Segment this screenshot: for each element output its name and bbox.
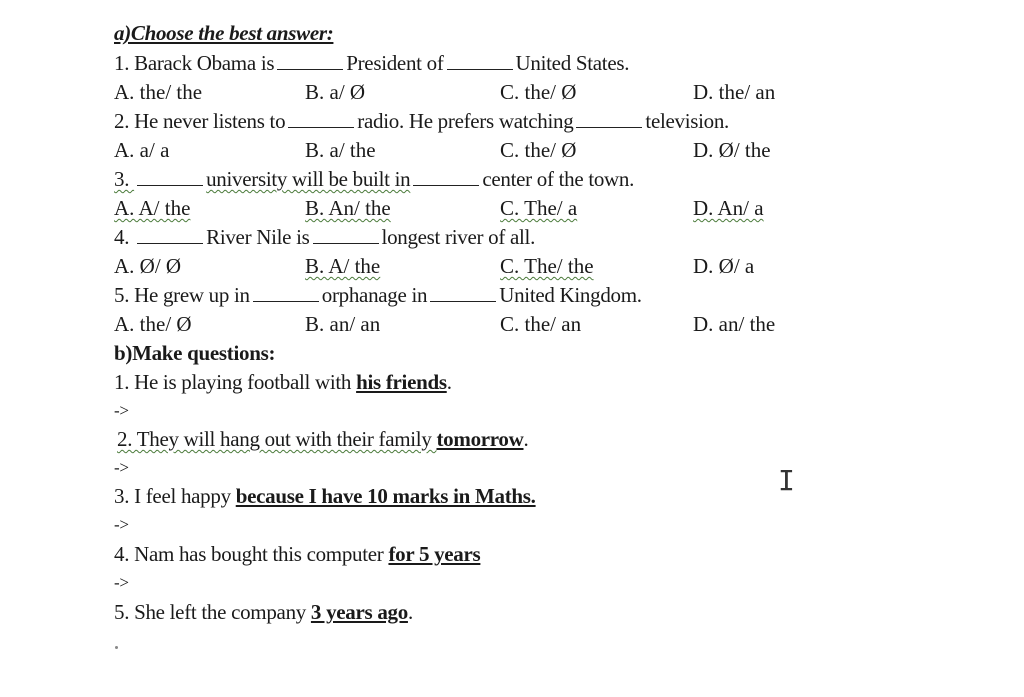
target-phrase: tomorrow — [436, 427, 524, 451]
sentence-text: 4. Nam has bought this computer — [114, 542, 389, 566]
sentence-punct: . — [523, 427, 529, 451]
stray-dot — [115, 646, 118, 649]
answer-blank[interactable] — [430, 283, 496, 302]
answer-blank[interactable] — [288, 109, 354, 128]
option-b[interactable]: B. An/ the — [305, 196, 391, 220]
question-text: He never listens to — [134, 109, 286, 133]
target-phrase: because I have 10 marks in Maths. — [235, 484, 536, 508]
target-phrase: for 5 years — [388, 542, 481, 566]
option-c[interactable]: C. The/ the — [500, 254, 594, 278]
answer-arrow[interactable]: -> — [114, 515, 129, 534]
question-text: President of — [346, 51, 444, 75]
answer-blank[interactable] — [576, 109, 642, 128]
section-a-title: a)Choose the best answer: — [114, 21, 334, 45]
option-b[interactable]: B. an/ an — [305, 312, 381, 336]
question-1 — [114, 50, 629, 76]
answer-arrow[interactable]: -> — [114, 401, 129, 420]
question-text: He grew up in — [134, 283, 250, 307]
question-number: 3. — [114, 167, 135, 191]
make-question-2 — [117, 426, 528, 452]
option-b[interactable]: B. A/ the — [305, 254, 381, 278]
text-cursor-icon: I — [778, 464, 795, 497]
option-d[interactable]: D. Ø/ a — [693, 254, 755, 278]
question-number: 4. — [114, 225, 135, 249]
answer-arrow[interactable]: -> — [114, 573, 129, 592]
question-number: 2. — [114, 109, 135, 133]
question-text: center of the town. — [482, 167, 635, 191]
section-b-title: b)Make questions: — [114, 341, 276, 365]
answer-blank[interactable] — [447, 51, 513, 70]
sentence-text: 3. I feel happy — [114, 484, 236, 508]
make-question-1 — [114, 369, 452, 395]
question-number: 1. — [114, 51, 135, 75]
make-question-4 — [114, 541, 480, 567]
question-text: River Nile is — [206, 225, 310, 249]
question-text: United Kingdom. — [499, 283, 642, 307]
sentence-text: 5. She left the company — [114, 600, 311, 624]
option-a[interactable]: A. A/ the — [114, 196, 191, 220]
option-c[interactable]: C. the/ an — [500, 312, 582, 336]
answer-blank[interactable] — [137, 225, 203, 244]
question-text: Barack Obama is — [134, 51, 275, 75]
question-text: radio. He prefers watching — [357, 109, 574, 133]
question-2 — [114, 108, 729, 134]
question-text: television. — [645, 109, 730, 133]
sentence-text: 2. They will hang out with their family — [117, 427, 437, 451]
option-c[interactable]: C. The/ a — [500, 196, 578, 220]
target-phrase: 3 years ago — [310, 600, 408, 624]
target-phrase: his friends — [356, 370, 447, 394]
make-question-5 — [114, 599, 413, 625]
option-a[interactable]: A. a/ a — [114, 138, 170, 162]
question-text: orphanage in — [321, 283, 428, 307]
answer-blank[interactable] — [313, 225, 379, 244]
option-a[interactable]: A. the/ Ø — [114, 312, 192, 336]
make-question-3 — [114, 483, 536, 509]
sentence-text: 1. He is playing football with — [114, 370, 357, 394]
answer-blank[interactable] — [253, 283, 319, 302]
answer-arrow[interactable]: -> — [114, 458, 129, 477]
question-text: university will be built in — [206, 167, 411, 191]
option-b[interactable]: B. a/ the — [305, 138, 376, 162]
sentence-punct: . — [407, 600, 413, 624]
option-d[interactable]: D. an/ the — [693, 312, 776, 336]
option-b[interactable]: B. a/ Ø — [305, 80, 366, 104]
answer-blank[interactable] — [277, 51, 343, 70]
question-number: 5. — [114, 283, 135, 307]
question-text: United States. — [515, 51, 630, 75]
answer-blank[interactable] — [137, 167, 203, 186]
question-4 — [114, 224, 535, 250]
question-3 — [114, 166, 634, 192]
option-a[interactable]: A. Ø/ Ø — [114, 254, 182, 278]
option-a[interactable]: A. the/ the — [114, 80, 203, 104]
sentence-punct: . — [446, 370, 452, 394]
question-text: longest river of all. — [381, 225, 536, 249]
option-d[interactable]: D. Ø/ the — [693, 138, 771, 162]
option-c[interactable]: C. the/ Ø — [500, 80, 577, 104]
question-5 — [114, 282, 642, 308]
option-d[interactable]: D. An/ a — [693, 196, 764, 220]
option-c[interactable]: C. the/ Ø — [500, 138, 577, 162]
answer-blank[interactable] — [413, 167, 479, 186]
option-d[interactable]: D. the/ an — [693, 80, 776, 104]
